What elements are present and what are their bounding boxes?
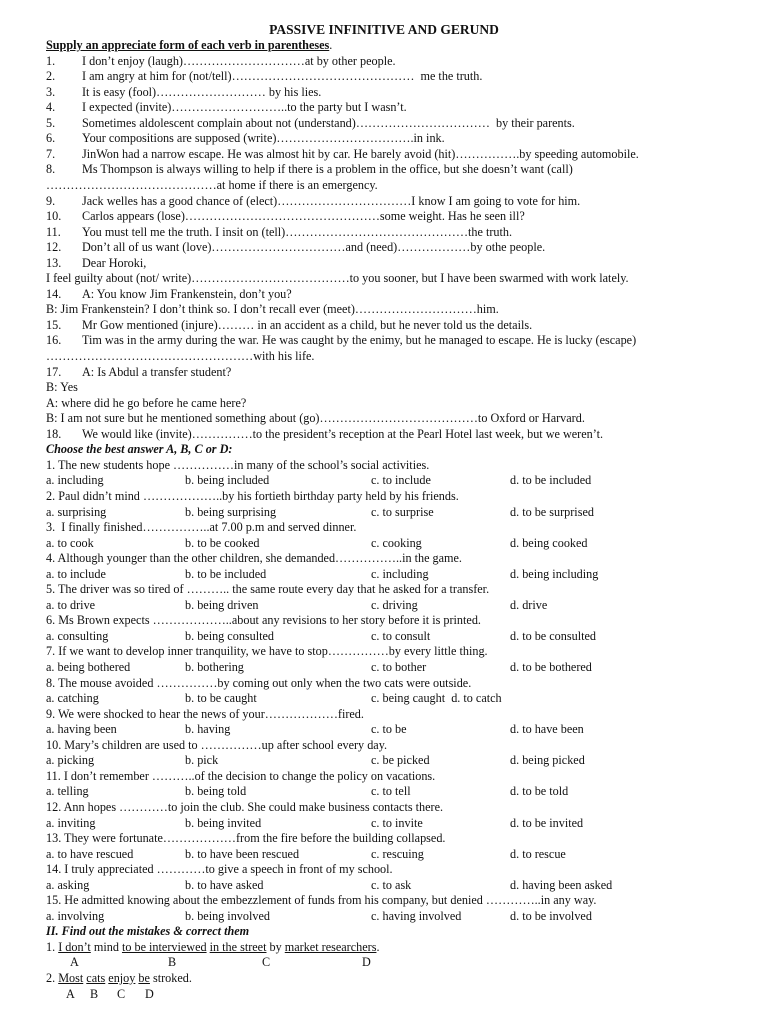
exercise-line bbox=[46, 100, 407, 115]
answer-option: b. to be included bbox=[185, 566, 267, 581]
answer-option: a. to cook bbox=[46, 535, 94, 550]
question-stem: 3. I finally finished……………..at 7.00 p.m and served dinner. bbox=[46, 520, 357, 535]
answer-option: b. to be caught bbox=[185, 691, 257, 706]
answer-option: b. bothering bbox=[185, 660, 244, 674]
answer-option: b. being involved bbox=[185, 908, 270, 923]
answer-option: a. inviting bbox=[46, 815, 96, 830]
mistake-question-1 bbox=[46, 940, 380, 955]
answer-option: a. having been bbox=[46, 722, 117, 737]
mistake-part: market researchers bbox=[284, 939, 377, 954]
item-text: We would like (invite)……………to the president’s reception at the Pearl Hotel last week, but we weren’t. bbox=[82, 426, 604, 441]
answer-option: c. to invite bbox=[371, 815, 423, 830]
item-text: A: where did he go before he came here? bbox=[46, 395, 247, 410]
answer-option: d. to be bothered bbox=[510, 660, 592, 674]
mistake-letter: B bbox=[90, 986, 99, 1001]
item-text: A: You know Jim Frankenstein, don’t you? bbox=[82, 286, 292, 301]
exercise-line bbox=[46, 302, 499, 317]
exercise-line bbox=[46, 69, 482, 84]
item-text: I am angry at him for (not/tell)……………………………………… me the truth. bbox=[82, 69, 483, 84]
exercise-line bbox=[46, 380, 78, 395]
question-stem: 10. Mary’s children are used to ……………up after school every day. bbox=[46, 737, 388, 752]
mistake-part: by bbox=[269, 939, 282, 954]
answer-option: a. including bbox=[46, 473, 104, 488]
exercise-line bbox=[46, 209, 525, 224]
answer-option: d. drive bbox=[510, 597, 548, 612]
mistake-part: . bbox=[376, 939, 380, 954]
answer-option: a. consulting bbox=[46, 628, 109, 643]
exercise-line bbox=[46, 365, 231, 380]
answer-option: b. pick bbox=[185, 753, 219, 768]
item-number: 18. bbox=[46, 426, 62, 441]
mistake-question-2 bbox=[46, 971, 192, 986]
answer-option: d. to be invited bbox=[510, 815, 584, 830]
answer-option: a. picking bbox=[46, 753, 95, 768]
mistake-letter: D bbox=[145, 986, 154, 1001]
mistake-letter: A bbox=[70, 955, 79, 970]
answer-option: c. rescuing bbox=[371, 846, 424, 861]
exercise-line bbox=[46, 318, 532, 333]
answer-option: a. surprising bbox=[46, 504, 107, 519]
section-1-heading-text: Supply an appreciate form of each verb in parentheses bbox=[46, 38, 330, 52]
item-number: 14. bbox=[46, 286, 62, 301]
answer-option: c. to surprise bbox=[371, 504, 434, 519]
question-stem: 9. We were shocked to hear the news of your………………fired. bbox=[46, 706, 364, 721]
item-text: Carlos appears (lose)…………………………………………some weight. Has he seen ill? bbox=[82, 209, 525, 224]
answer-option: b. to be cooked bbox=[185, 535, 260, 550]
mistake-letter: D bbox=[362, 955, 371, 970]
answer-option: b. to have been rescued bbox=[185, 846, 300, 861]
item-number: 17. bbox=[46, 364, 62, 379]
item-text: JinWon had a narrow escape. He was almost hit by car. He barely avoid (hit)…………….by speeding automobile. bbox=[82, 146, 639, 161]
answer-option: c. being caught d. to catch bbox=[371, 691, 502, 706]
item-number: 15. bbox=[46, 317, 62, 332]
item-text: I expected (invite)………………………..to the party but I wasn’t. bbox=[82, 100, 407, 115]
item-text: Tim was in the army during the war. He was caught by the enimy, but he managed to escape. He is lucky (escape) bbox=[82, 333, 637, 348]
item-text: ……………………………………at home if there is an emergency. bbox=[46, 177, 378, 192]
item-number: 4. bbox=[46, 100, 56, 115]
answer-option: d. being cooked bbox=[510, 535, 588, 550]
item-number: 6. bbox=[46, 131, 56, 146]
answer-option: b. being surprising bbox=[185, 504, 277, 519]
section-1-heading-period: . bbox=[329, 38, 333, 52]
answer-option: c. including bbox=[371, 566, 429, 581]
answer-option: b. to have asked bbox=[185, 877, 264, 892]
exercise-line bbox=[46, 333, 636, 348]
answer-option: b. having bbox=[185, 722, 231, 737]
item-number: 7. bbox=[46, 146, 56, 161]
mistake-letter: B bbox=[168, 955, 177, 970]
answer-option: c. to ask bbox=[371, 877, 412, 892]
question-stem: 13. They were fortunate………………from the fire before the building collapsed. bbox=[46, 831, 446, 846]
item-text: ……………………………………………with his life. bbox=[46, 349, 315, 363]
exercise-line bbox=[46, 225, 512, 240]
mistake-part: Most bbox=[58, 971, 84, 985]
exercise-line bbox=[46, 287, 292, 302]
answer-option: a. telling bbox=[46, 784, 89, 799]
question-stem: 14. I truly appreciated …………to give a speech in front of my school. bbox=[46, 862, 393, 877]
exercise-line bbox=[46, 427, 603, 442]
item-text: Sometimes aldolescent complain about not (understand)…………………………… by their parents. bbox=[82, 115, 575, 130]
item-number: 13. bbox=[46, 255, 62, 270]
answer-option: a. asking bbox=[46, 877, 90, 892]
exercise-line bbox=[46, 271, 629, 286]
answer-option: d. having been asked bbox=[510, 877, 613, 892]
answer-option: d. to be consulted bbox=[510, 628, 596, 643]
answer-option: d. to have been bbox=[510, 722, 584, 737]
answer-option: c. cooking bbox=[371, 535, 422, 550]
answer-option: d. to be included bbox=[510, 473, 592, 488]
question-stem: 8. The mouse avoided ……………by coming out only when the two cats were outside. bbox=[46, 675, 472, 690]
mistake-letter: C bbox=[262, 955, 271, 970]
exercise-line bbox=[46, 349, 314, 364]
item-text: B: Jim Frankenstein? I don’t think so. I don’t recall ever (meet)…………………………him. bbox=[46, 302, 499, 317]
mistake-part: stroked. bbox=[152, 971, 192, 985]
section-1-heading bbox=[46, 38, 332, 53]
item-text: I feel guilty about (not/ write)…………………………………to you sooner, but I have been swarmed with work lately. bbox=[46, 271, 629, 286]
mistake-part: mind bbox=[93, 939, 119, 954]
question-stem: 5. The driver was so tired of ……….. the same route every day that he asked for a transfer. bbox=[46, 582, 490, 597]
section-3-heading: II. Find out the mistakes & correct them bbox=[46, 924, 250, 939]
item-text: B: Yes bbox=[46, 380, 78, 395]
answer-option: c. to include bbox=[371, 473, 431, 488]
mistake-part: I don’t bbox=[58, 939, 91, 954]
exercise-line bbox=[46, 54, 396, 69]
answer-option: b. being invited bbox=[185, 815, 262, 830]
answer-option: b. being driven bbox=[185, 597, 259, 612]
worksheet-title: PASSIVE INFINITIVE AND GERUND bbox=[269, 22, 499, 37]
question-stem: 6. Ms Brown expects ………………..about any revisions to her story before it is printed. bbox=[46, 613, 481, 628]
item-number: 10. bbox=[46, 209, 62, 224]
item-text: Ms Thompson is always willing to help if there is a problem in the office, but she doesn’t want (call) bbox=[82, 162, 573, 177]
exercise-line bbox=[46, 240, 545, 255]
answer-option: c. driving bbox=[371, 597, 418, 612]
item-text: B: I am not sure but he mentioned something about (go)…………………………………to Oxford or Harvard. bbox=[46, 411, 585, 426]
answer-option: c. to tell bbox=[371, 784, 411, 799]
exercise-line bbox=[46, 116, 575, 131]
question-stem: 15. He admitted knowing about the embezzlement of funds from his company, but denied …………..in any way. bbox=[46, 893, 597, 908]
item-number: 3. bbox=[46, 84, 56, 99]
question-stem: 4. Although younger than the other children, she demanded……………..in the game. bbox=[46, 551, 462, 566]
exercise-line bbox=[46, 411, 585, 426]
item-text: Mr Gow mentioned (injure)……… in an accident as a child, but he never told us the details. bbox=[82, 317, 533, 332]
item-text: You must tell me the truth. I insit on (tell)………………………………………the truth. bbox=[82, 224, 513, 239]
exercise-line bbox=[46, 194, 580, 209]
mistake-part: be bbox=[138, 971, 150, 985]
answer-option: d. to be surprised bbox=[510, 504, 594, 519]
mistake-part: enjoy bbox=[108, 971, 136, 985]
answer-option: c. to consult bbox=[371, 628, 431, 643]
exercise-line bbox=[46, 162, 573, 177]
mistake-part: to be interviewed bbox=[121, 939, 207, 954]
mistake-num: 1. bbox=[46, 939, 59, 954]
exercise-line bbox=[46, 147, 639, 162]
item-text: A: Is Abdul a transfer student? bbox=[82, 364, 232, 379]
item-number: 11. bbox=[46, 224, 61, 239]
answer-option: a. to have rescued bbox=[46, 846, 134, 861]
exercise-line bbox=[46, 85, 321, 100]
answer-option: d. being including bbox=[510, 566, 599, 581]
mistake-num: 2. bbox=[46, 971, 59, 985]
question-stem: 1. The new students hope ……………in many of the school’s social activities. bbox=[46, 457, 430, 472]
item-text: It is easy (fool)……………………… by his lies. bbox=[82, 84, 322, 99]
answer-option: b. being consulted bbox=[185, 628, 275, 643]
answer-option: b. being included bbox=[185, 473, 270, 488]
answer-option: d. to be told bbox=[510, 784, 569, 799]
answer-option: c. to be bbox=[371, 722, 407, 737]
answer-option: a. to include bbox=[46, 566, 106, 581]
exercise-line bbox=[46, 256, 146, 271]
item-text: Your compositions are supposed (write)…………………………….in ink. bbox=[82, 131, 445, 146]
item-number: 5. bbox=[46, 115, 56, 130]
mistake-letter: C bbox=[117, 986, 126, 1001]
mistake-part: in the street bbox=[209, 939, 267, 954]
answer-option: a. involving bbox=[46, 908, 105, 923]
answer-option: b. being told bbox=[185, 784, 247, 799]
answer-option: a. catching bbox=[46, 691, 99, 706]
answer-option: a. to drive bbox=[46, 597, 96, 612]
mistake-letter: A bbox=[66, 986, 75, 1001]
answer-option: c. be picked bbox=[371, 753, 430, 768]
question-stem: 7. If we want to develop inner tranquility, we have to stop……………by every little thing. bbox=[46, 644, 488, 659]
item-number: 9. bbox=[46, 193, 56, 208]
exercise-line bbox=[46, 396, 246, 411]
item-text: I don’t enjoy (laugh)…………………………at by other people. bbox=[82, 53, 396, 68]
item-number: 2. bbox=[46, 69, 56, 84]
item-text: Don’t all of us want (love)……………………………and (need)………………by othe people. bbox=[82, 240, 546, 255]
item-number: 1. bbox=[46, 53, 56, 68]
item-number: 8. bbox=[46, 162, 56, 177]
answer-option: d. to be involved bbox=[510, 908, 592, 923]
mistake-part: cats bbox=[86, 971, 106, 985]
answer-option: d. being picked bbox=[510, 753, 585, 768]
section-2-heading: Choose the best answer A, B, C or D: bbox=[46, 442, 233, 457]
exercise-line bbox=[46, 178, 378, 193]
question-stem: 11. I don’t remember ………..of the decision to change the policy on vacations. bbox=[46, 768, 436, 783]
answer-option: a. being bothered bbox=[46, 660, 131, 674]
item-number: 12. bbox=[46, 240, 62, 255]
item-text: Dear Horoki, bbox=[82, 255, 147, 270]
item-text: Jack welles has a good chance of (elect)……………………………I know I am going to vote for him. bbox=[82, 193, 581, 208]
answer-option: c. having involved bbox=[371, 908, 462, 923]
exercise-line bbox=[46, 131, 445, 146]
item-number: 16. bbox=[46, 333, 62, 348]
question-stem: 12. Ann hopes …………to join the club. She could make business contacts there. bbox=[46, 799, 444, 814]
question-stem: 2. Paul didn’t mind ………………..by his fortieth birthday party held by his friends. bbox=[46, 488, 459, 503]
answer-option: c. to bother bbox=[371, 660, 427, 674]
answer-option: d. to rescue bbox=[510, 846, 566, 861]
